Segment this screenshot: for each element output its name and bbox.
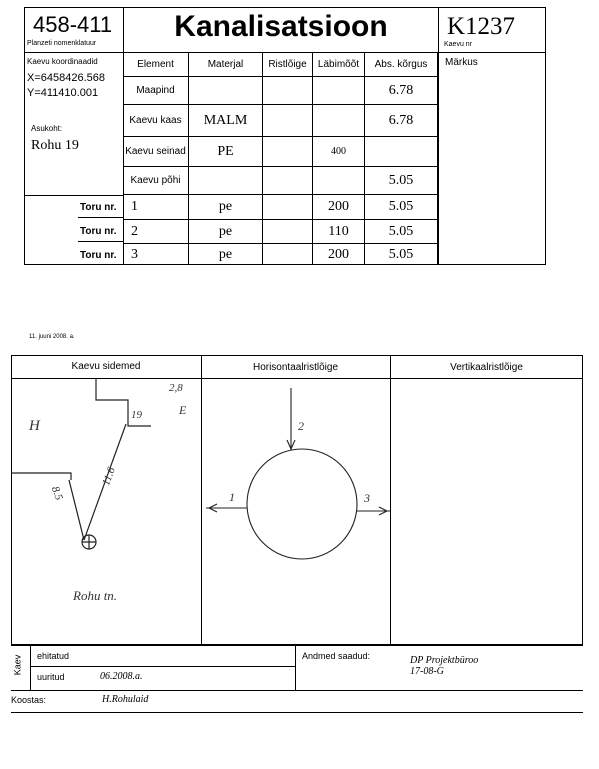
date-note: 11. juuni 2008. a. — [29, 334, 75, 340]
well-caption: Kaevu nr — [444, 41, 473, 48]
pipe-diameter: 200 — [313, 195, 365, 220]
table-cell — [263, 137, 313, 167]
footer-side-label: Kaev — [12, 654, 23, 676]
pipe-number: 2 — [123, 220, 189, 244]
header-divider-right — [438, 7, 439, 52]
col-header-material: Materjal — [189, 52, 263, 77]
footer-mid-divider — [295, 645, 296, 690]
ties-sketch — [11, 378, 201, 645]
pipe-height: 5.05 — [365, 195, 438, 220]
pipe-row-label: Toru nr. — [80, 202, 117, 213]
table-cell — [263, 195, 313, 220]
source-value-2: 17-08-G — [410, 666, 444, 677]
sketch-num-28: 2,8 — [169, 382, 183, 394]
col-header-diameter: Läbimõõt — [313, 52, 365, 77]
sketch-num-19: 19 — [131, 409, 142, 421]
remark-divider — [438, 52, 439, 265]
table-cell — [263, 244, 313, 265]
surveyed-value: 06.2008.a. — [100, 671, 143, 682]
compiler-value: H.Rohulaid — [102, 694, 149, 705]
pipe-diameter: 200 — [313, 244, 365, 265]
source-value-1: DP Projektbüroo — [410, 655, 479, 666]
table-cell — [263, 167, 313, 195]
table-cell: 400 — [313, 137, 365, 167]
col-header-height: Abs. kõrgus — [365, 52, 438, 77]
vertical-section-title: Vertikaalristlõige — [450, 362, 523, 373]
well-id: K1237 — [447, 13, 516, 40]
table-cell — [313, 167, 365, 195]
table-cell: PE — [189, 137, 263, 167]
sketch-num-116: 11.6 — [100, 465, 118, 488]
sketch-num-85: 8.5 — [48, 484, 65, 502]
built-label: ehitatud — [37, 651, 70, 661]
footer-side-divider — [30, 645, 31, 690]
table-cell: MALM — [189, 105, 263, 137]
pipe-row-label: Toru nr. — [80, 250, 117, 261]
compiler-label: Koostas: — [11, 695, 47, 705]
sketch-street-note: Rohu tn. — [73, 588, 118, 603]
footer-compiler-line — [11, 712, 583, 713]
table-cell: 6.78 — [365, 105, 438, 137]
table-cell — [189, 167, 263, 195]
pipe-material: pe — [189, 195, 263, 220]
ties-title: Kaevu sidemed — [71, 361, 141, 372]
pipe-material: pe — [189, 220, 263, 244]
coord-x: X=6458426.568 — [27, 72, 105, 84]
tie-line — [69, 480, 84, 540]
location-label: Asukoht: — [31, 124, 63, 133]
coord-y: Y=411410.001 — [27, 87, 99, 99]
sheet-caption: Planzeti nomenklatuur — [27, 40, 97, 47]
pipe-label-rule — [78, 241, 124, 242]
sheet-number: 458-411 — [33, 12, 113, 37]
table-row-element: Kaevu kaas — [123, 105, 189, 137]
coords-bottom-line — [24, 195, 124, 196]
sketch-label-h: H — [29, 418, 40, 434]
well-circle — [247, 449, 357, 559]
building-outline — [96, 378, 151, 426]
footer-top-line — [11, 645, 583, 646]
pipe-number: 3 — [123, 244, 189, 265]
element-table — [123, 52, 546, 265]
coords-label: Kaevu koordinaadid — [27, 57, 98, 66]
pipe-diameter: 110 — [313, 220, 365, 244]
pipe-label-2: 2 — [298, 419, 304, 433]
table-cell — [263, 105, 313, 137]
horizontal-section-title: Horisontaalristlõige — [252, 362, 339, 373]
drawing-divider-2 — [390, 355, 391, 645]
table-cell — [313, 77, 365, 105]
pipe-row-label: Toru nr. — [80, 226, 117, 237]
pipe-label-3: 3 — [364, 491, 370, 505]
table-cell: 6.78 — [365, 77, 438, 105]
footer-bottom-line — [11, 690, 583, 691]
pipe-height: 5.05 — [365, 244, 438, 265]
pipe-height: 5.05 — [365, 220, 438, 244]
pipe-material: pe — [189, 244, 263, 265]
table-cell — [313, 105, 365, 137]
table-cell — [263, 77, 313, 105]
footer-row-line — [30, 666, 295, 667]
source-label: Andmed saadud: — [302, 651, 371, 661]
table-cell — [189, 77, 263, 105]
pipe-number: 1 — [123, 195, 189, 220]
pipe-label-rule — [78, 217, 124, 218]
table-row-element: Maapind — [123, 77, 189, 105]
col-header-element: Element — [123, 52, 189, 77]
building-outline — [11, 473, 71, 480]
col-header-cross: Ristlõige — [263, 52, 313, 77]
col-header-remark: Märkus — [445, 57, 478, 68]
pipe-label-1: 1 — [229, 490, 235, 504]
table-cell — [365, 137, 438, 167]
location-value: Rohu 19 — [31, 138, 79, 153]
table-cell: 5.05 — [365, 167, 438, 195]
table-cell — [263, 220, 313, 244]
table-row-element: Kaevu seinad — [123, 137, 189, 167]
surveyed-label: uuritud — [37, 672, 65, 682]
sketch-label-e: E — [179, 403, 187, 417]
table-row-element: Kaevu põhi — [123, 167, 189, 195]
horizontal-section-drawing — [201, 378, 390, 645]
page-title: Kanalisatsioon — [174, 10, 388, 43]
